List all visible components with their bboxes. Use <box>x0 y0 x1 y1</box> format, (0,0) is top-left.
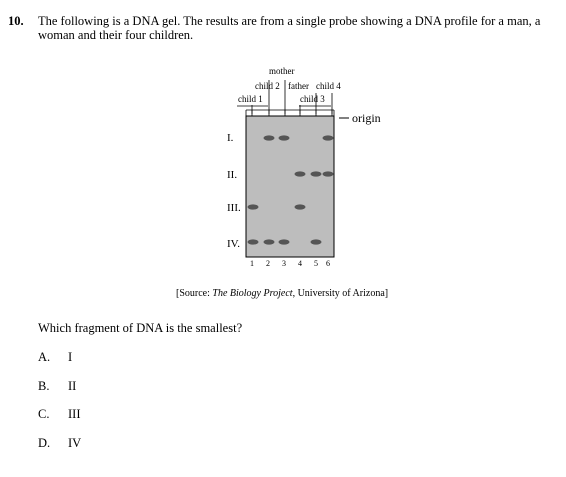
choice-letter: A. <box>38 350 51 364</box>
row-label-II: II. <box>227 169 238 181</box>
band-lane3-rowI <box>279 135 290 140</box>
choice-text: I <box>68 350 73 364</box>
label-father: father <box>288 81 309 91</box>
band-lane5-rowII <box>311 171 322 176</box>
lane-number-1: 1 <box>250 259 254 268</box>
label-origin: origin <box>352 111 381 125</box>
band-lane4-rowIII <box>295 204 306 209</box>
band-lane2-rowI <box>264 135 275 140</box>
lane-number-4: 4 <box>298 259 302 268</box>
lane-number-2: 2 <box>266 259 270 268</box>
label-child4: child 4 <box>316 81 341 91</box>
choice-d[interactable] <box>38 436 81 451</box>
choice-text: II <box>68 379 77 393</box>
question-prompt: Which fragment of DNA is the smallest? <box>38 321 243 335</box>
choice-b[interactable] <box>38 379 76 394</box>
lane-number-5: 5 <box>314 259 318 268</box>
band-lane2-rowIV <box>264 239 275 244</box>
source-citation <box>176 288 388 299</box>
source-prefix: [Source: <box>176 288 213 299</box>
lane-number-3: 3 <box>282 259 286 268</box>
label-mother: mother <box>269 66 295 76</box>
label-child3: child 3 <box>300 94 325 104</box>
row-label-III: III. <box>227 202 241 214</box>
band-lane3-rowIV <box>279 239 290 244</box>
gel-wells <box>246 110 334 116</box>
row-label-IV: IV. <box>227 238 240 250</box>
band-lane1-rowIV <box>248 239 259 244</box>
band-lane6-rowI <box>323 135 334 140</box>
choice-c[interactable] <box>38 407 81 422</box>
question-text: The following is a DNA gel. The results are from a single probe showing a DNA profile for a man, a woman and their four children. <box>38 14 541 42</box>
band-lane1-rowIII <box>248 204 259 209</box>
lane-number-6: 6 <box>326 259 330 268</box>
choice-a[interactable] <box>38 350 72 365</box>
band-lane6-rowII <box>323 171 334 176</box>
choice-letter: D. <box>38 436 51 450</box>
label-child1: child 1 <box>238 94 263 104</box>
choice-text: III <box>68 407 81 421</box>
question-number: 10. <box>8 14 24 28</box>
label-child2: child 2 <box>255 81 280 91</box>
row-label-I: I. <box>227 132 234 144</box>
gel-body <box>246 116 334 257</box>
band-lane5-rowIV <box>311 239 322 244</box>
choice-letter: C. <box>38 407 50 421</box>
source-title: The Biology Project <box>212 288 293 299</box>
band-lane4-rowII <box>295 171 306 176</box>
choice-letter: B. <box>38 379 50 393</box>
lane-numbers <box>250 259 330 268</box>
choice-text: IV <box>68 436 82 450</box>
source-suffix: , University of Arizona] <box>292 288 389 299</box>
